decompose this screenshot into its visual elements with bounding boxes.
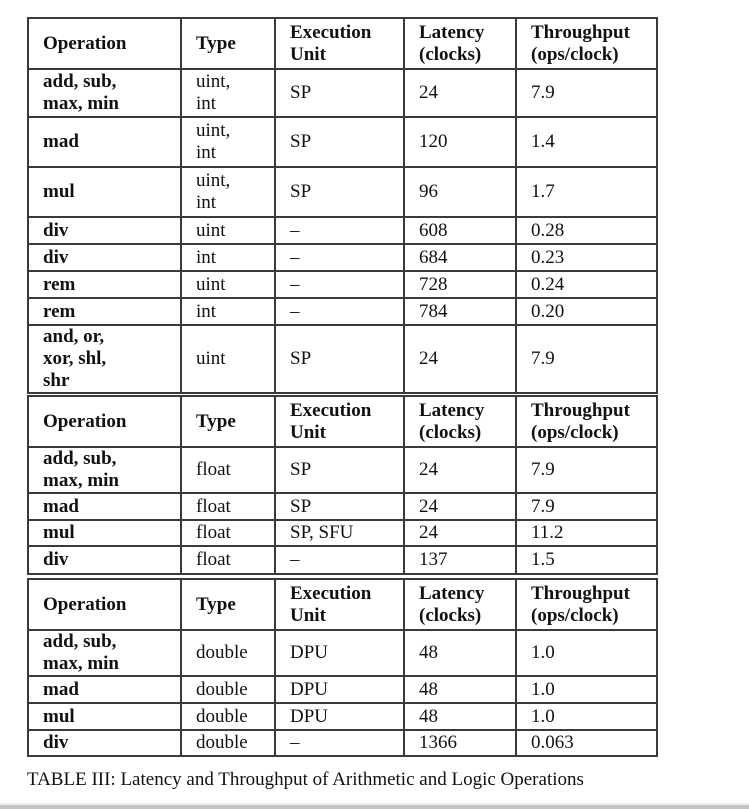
latency-cell	[404, 325, 516, 393]
throughput-cell-text: 0.20	[531, 300, 565, 322]
operation-cell	[28, 167, 181, 217]
throughput-cell-text: 1.0	[531, 705, 555, 727]
operation-cell-text: div	[43, 549, 69, 570]
table-row	[28, 167, 657, 217]
operation-cell-text: shr	[43, 370, 70, 391]
header-execution-unit-text: Execution	[290, 399, 372, 421]
header-operation	[28, 18, 181, 69]
latency-cell-text: 684	[419, 246, 448, 268]
type-cell	[181, 244, 275, 271]
latency-cell	[404, 730, 516, 756]
table-caption: TABLE III: Latency and Throughput of Arithmetic and Logic Operations	[27, 769, 584, 790]
header-latency-text: Latency	[419, 399, 485, 421]
execution-unit-cell	[275, 730, 404, 756]
throughput-cell	[516, 69, 657, 117]
throughput-cell	[516, 730, 657, 756]
header-type	[181, 18, 275, 69]
operation-cell	[28, 298, 181, 325]
throughput-cell-text: 11.2	[531, 522, 564, 543]
throughput-cell-text: 7.9	[531, 82, 555, 103]
operation-cell	[28, 325, 181, 393]
throughput-cell-text: 0.063	[531, 732, 574, 753]
table-row	[28, 325, 657, 393]
type-cell	[181, 520, 275, 546]
type-cell	[181, 325, 275, 393]
execution-unit-cell-text: SP	[290, 459, 312, 480]
type-cell-text: float	[196, 495, 231, 517]
type-cell	[181, 217, 275, 244]
table-row	[28, 493, 657, 520]
execution-unit-cell-text: DPU	[290, 642, 329, 663]
table-row	[28, 730, 657, 756]
latency-cell	[404, 271, 516, 298]
operation-cell	[28, 730, 181, 756]
operation-cell	[28, 69, 181, 117]
execution-unit-cell	[275, 493, 404, 520]
table-row	[28, 520, 657, 546]
header-type	[181, 579, 275, 630]
operation-cell	[28, 630, 181, 676]
latency-cell	[404, 520, 516, 546]
latency-cell	[404, 244, 516, 271]
type-cell-text: int	[196, 192, 217, 213]
operation-cell	[28, 271, 181, 298]
operation-cell	[28, 117, 181, 167]
throughput-cell	[516, 676, 657, 703]
table-row	[28, 703, 657, 730]
header-latency-text: (clocks)	[419, 421, 482, 443]
header-throughput	[516, 579, 657, 630]
header-latency-text: Latency	[419, 582, 485, 604]
operation-cell	[28, 546, 181, 574]
double-ops-table	[27, 578, 658, 757]
type-cell	[181, 69, 275, 117]
latency-cell-text: 784	[419, 300, 448, 322]
type-cell-text: int	[196, 300, 217, 322]
operation-cell-text: div	[43, 732, 69, 753]
latency-cell-text: 48	[419, 705, 438, 727]
header-throughput-text: Throughput	[531, 582, 630, 604]
header-type-text: Type	[196, 593, 236, 615]
type-cell-text: uint	[196, 273, 226, 295]
execution-unit-cell-text: SP, SFU	[290, 522, 354, 543]
operation-cell-text: div	[43, 246, 69, 268]
type-cell	[181, 730, 275, 756]
operation-cell-text: mul	[43, 181, 75, 202]
latency-cell	[404, 167, 516, 217]
throughput-cell-text: 0.28	[531, 219, 565, 241]
type-cell	[181, 298, 275, 325]
type-cell-text: uint,	[196, 170, 231, 191]
operation-cell-text: max, min	[43, 93, 119, 114]
throughput-cell	[516, 325, 657, 393]
latency-cell-text: 24	[419, 82, 438, 103]
execution-unit-cell	[275, 703, 404, 730]
operation-cell-text: rem	[43, 273, 76, 295]
execution-unit-cell	[275, 271, 404, 298]
execution-unit-cell-text: SP	[290, 82, 312, 103]
execution-unit-cell	[275, 520, 404, 546]
header-throughput-text: (ops/clock)	[531, 43, 619, 65]
latency-cell	[404, 69, 516, 117]
header-throughput-text: Throughput	[531, 399, 630, 421]
table-body	[28, 579, 657, 756]
execution-unit-cell	[275, 244, 404, 271]
header-latency-text: (clocks)	[419, 43, 482, 65]
type-cell	[181, 546, 275, 574]
throughput-cell	[516, 271, 657, 298]
throughput-cell-text: 1.0	[531, 642, 555, 663]
header-latency-text: (clocks)	[419, 604, 482, 626]
float-ops-table	[27, 395, 658, 575]
header-execution-unit-text: Unit	[290, 604, 326, 626]
header-operation-text: Operation	[43, 32, 127, 54]
header-operation	[28, 579, 181, 630]
type-cell-text: double	[196, 678, 248, 700]
throughput-cell	[516, 167, 657, 217]
latency-cell-text: 96	[419, 181, 438, 202]
header-latency	[404, 579, 516, 630]
operation-cell-text: mad	[43, 495, 79, 517]
execution-unit-cell-text: DPU	[290, 705, 329, 727]
throughput-cell	[516, 117, 657, 167]
header-execution-unit	[275, 18, 404, 69]
table-row	[28, 676, 657, 703]
page-bottom-shadow	[0, 805, 749, 809]
execution-unit-cell	[275, 217, 404, 244]
operation-cell	[28, 520, 181, 546]
operation-cell-text: add, sub,	[43, 448, 117, 469]
header-execution-unit-text: Execution	[290, 21, 372, 43]
latency-cell-text: 48	[419, 642, 438, 663]
type-cell-text: uint,	[196, 120, 231, 141]
table-body	[28, 18, 657, 393]
header-latency	[404, 18, 516, 69]
table-row	[28, 271, 657, 298]
latency-cell	[404, 117, 516, 167]
operation-cell-text: mul	[43, 705, 75, 727]
latency-cell-text: 608	[419, 219, 448, 241]
header-throughput-text: Throughput	[531, 21, 630, 43]
operation-cell-text: mad	[43, 131, 79, 152]
latency-cell	[404, 630, 516, 676]
throughput-cell-text: 1.0	[531, 678, 555, 700]
header-type-text: Type	[196, 32, 236, 54]
table-row	[28, 546, 657, 574]
type-cell-text: double	[196, 642, 248, 663]
type-cell-text: double	[196, 705, 248, 727]
type-cell-text: float	[196, 549, 231, 570]
type-cell	[181, 117, 275, 167]
execution-unit-cell	[275, 298, 404, 325]
integer-ops-table	[27, 17, 658, 394]
header-row	[28, 18, 657, 69]
execution-unit-cell-text: SP	[290, 495, 312, 517]
operation-cell	[28, 493, 181, 520]
type-cell-text: int	[196, 246, 217, 268]
header-throughput	[516, 396, 657, 447]
header-execution-unit	[275, 579, 404, 630]
header-throughput-text: (ops/clock)	[531, 421, 619, 443]
operation-cell	[28, 447, 181, 493]
execution-unit-cell	[275, 69, 404, 117]
type-cell	[181, 630, 275, 676]
type-cell-text: int	[196, 93, 217, 114]
table-row	[28, 630, 657, 676]
operation-cell-text: xor, shl,	[43, 348, 107, 369]
type-cell	[181, 493, 275, 520]
table-row	[28, 244, 657, 271]
execution-unit-cell	[275, 117, 404, 167]
throughput-cell-text: 7.9	[531, 495, 555, 517]
header-throughput-text: (ops/clock)	[531, 604, 619, 626]
operation-cell	[28, 703, 181, 730]
latency-cell-text: 24	[419, 348, 438, 369]
execution-unit-cell-text: –	[290, 246, 300, 268]
throughput-cell-text: 0.24	[531, 273, 565, 295]
operation-cell-text: rem	[43, 300, 76, 322]
throughput-cell	[516, 630, 657, 676]
operation-cell-text: max, min	[43, 470, 119, 491]
operation-cell	[28, 676, 181, 703]
throughput-cell	[516, 493, 657, 520]
throughput-cell	[516, 298, 657, 325]
latency-cell	[404, 217, 516, 244]
operation-cell-text: and, or,	[43, 326, 105, 347]
header-latency	[404, 396, 516, 447]
execution-unit-cell-text: –	[290, 219, 300, 241]
header-operation-text: Operation	[43, 593, 127, 615]
type-cell-text: uint	[196, 219, 226, 241]
type-cell-text: uint	[196, 348, 226, 369]
table-body	[28, 396, 657, 574]
throughput-cell	[516, 520, 657, 546]
throughput-cell-text: 0.23	[531, 246, 565, 268]
throughput-cell	[516, 703, 657, 730]
table-row	[28, 117, 657, 167]
header-type-text: Type	[196, 410, 236, 432]
throughput-cell-text: 7.9	[531, 459, 555, 480]
latency-cell	[404, 493, 516, 520]
header-execution-unit-text: Unit	[290, 421, 326, 443]
type-cell-text: uint,	[196, 71, 231, 92]
type-cell	[181, 167, 275, 217]
type-cell-text: float	[196, 459, 231, 480]
header-row	[28, 579, 657, 630]
table-row	[28, 217, 657, 244]
throughput-cell-text: 1.5	[531, 549, 555, 570]
latency-cell	[404, 447, 516, 493]
execution-unit-cell-text: SP	[290, 131, 312, 152]
operation-cell	[28, 244, 181, 271]
execution-unit-cell	[275, 167, 404, 217]
header-latency-text: Latency	[419, 21, 485, 43]
execution-unit-cell-text: –	[290, 732, 300, 753]
table-row	[28, 69, 657, 117]
execution-unit-cell	[275, 325, 404, 393]
table-row	[28, 298, 657, 325]
throughput-cell-text: 1.7	[531, 181, 555, 202]
latency-cell-text: 24	[419, 459, 438, 480]
execution-unit-cell-text: –	[290, 549, 300, 570]
execution-unit-cell-text: –	[290, 273, 300, 295]
type-cell	[181, 447, 275, 493]
execution-unit-cell-text: DPU	[290, 678, 329, 700]
header-throughput	[516, 18, 657, 69]
latency-cell-text: 137	[419, 549, 448, 570]
latency-cell-text: 24	[419, 522, 438, 543]
latency-cell	[404, 703, 516, 730]
throughput-cell	[516, 447, 657, 493]
execution-unit-cell-text: –	[290, 300, 300, 322]
operation-cell-text: max, min	[43, 653, 119, 674]
latency-cell-text: 24	[419, 495, 438, 517]
latency-cell-text: 728	[419, 273, 448, 295]
header-row	[28, 396, 657, 447]
operation-cell-text: div	[43, 219, 69, 241]
header-execution-unit	[275, 396, 404, 447]
latency-cell-text: 120	[419, 131, 448, 152]
throughput-cell	[516, 217, 657, 244]
latency-cell-text: 48	[419, 678, 438, 700]
throughput-cell-text: 7.9	[531, 348, 555, 369]
operation-cell-text: mul	[43, 522, 75, 543]
operation-cell-text: mad	[43, 678, 79, 700]
execution-unit-cell	[275, 447, 404, 493]
operation-cell-text: add, sub,	[43, 631, 117, 652]
header-execution-unit-text: Execution	[290, 582, 372, 604]
throughput-cell	[516, 546, 657, 574]
type-cell-text: int	[196, 142, 217, 163]
latency-cell-text: 1366	[419, 732, 457, 753]
execution-unit-cell	[275, 546, 404, 574]
execution-unit-cell	[275, 676, 404, 703]
throughput-cell	[516, 244, 657, 271]
type-cell	[181, 271, 275, 298]
throughput-cell-text: 1.4	[531, 131, 555, 152]
execution-unit-cell	[275, 630, 404, 676]
latency-cell	[404, 546, 516, 574]
header-operation-text: Operation	[43, 410, 127, 432]
execution-unit-cell-text: SP	[290, 348, 312, 369]
type-cell	[181, 676, 275, 703]
table-row	[28, 447, 657, 493]
latency-cell	[404, 298, 516, 325]
latency-cell	[404, 676, 516, 703]
type-cell	[181, 703, 275, 730]
operation-cell-text: add, sub,	[43, 71, 117, 92]
execution-unit-cell-text: SP	[290, 181, 312, 202]
operation-cell	[28, 217, 181, 244]
header-operation	[28, 396, 181, 447]
type-cell-text: double	[196, 732, 248, 753]
header-type	[181, 396, 275, 447]
header-execution-unit-text: Unit	[290, 43, 326, 65]
type-cell-text: float	[196, 522, 231, 543]
